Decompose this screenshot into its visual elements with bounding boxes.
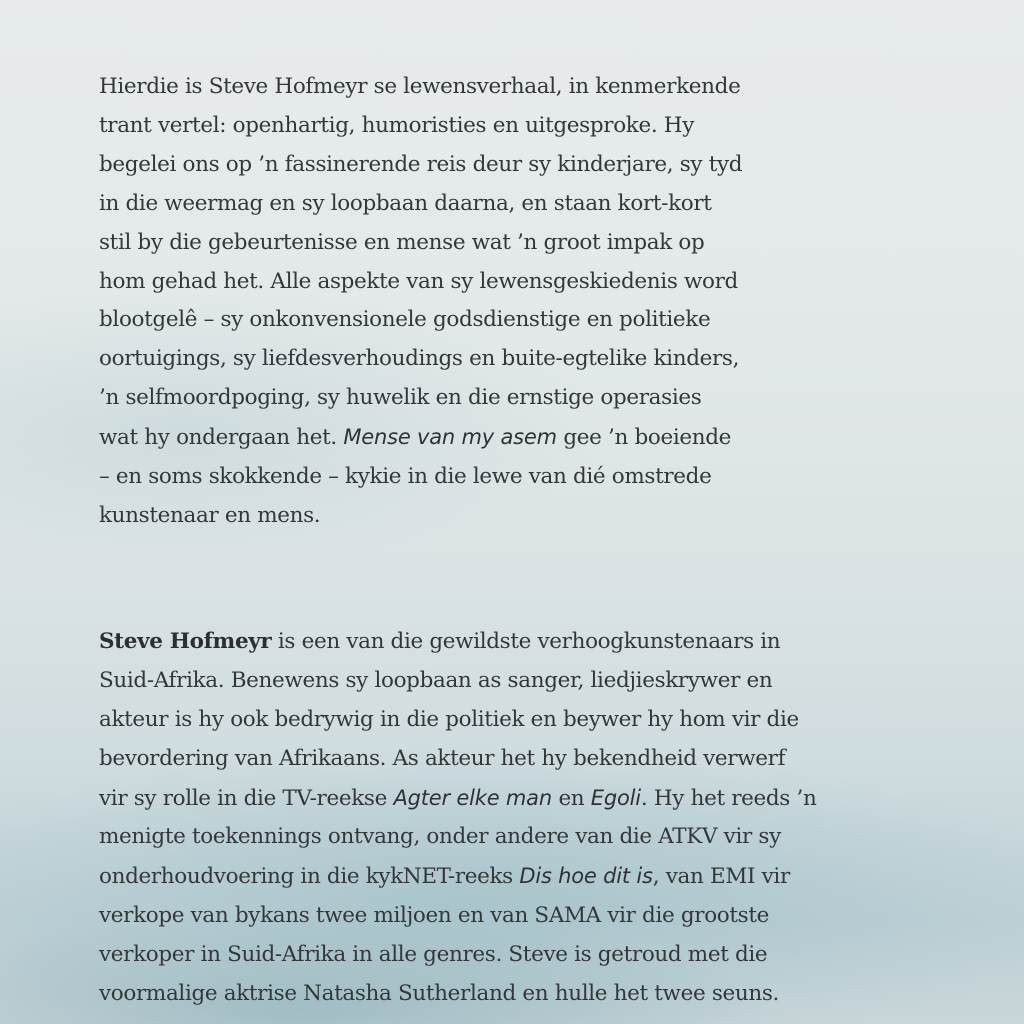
bio-line-text: vir sy rolle in die TV-reekse <box>99 785 387 811</box>
blurb-line: trant vertel: openhartig, humoristies en uitgesproke. Hy <box>99 112 694 138</box>
blurb-line <box>99 418 979 458</box>
bio-line-text: , van EMI vir <box>652 864 790 890</box>
author-bio-paragraph <box>99 623 979 1014</box>
blurb-line: in die weermag en sy loopbaan daarna, en staan kort-kort <box>99 190 712 216</box>
tv-series-title: Agter elke man <box>393 785 552 810</box>
blurb-line: oortuigings, sy liefdesverhoudings en buite-egtelike kinders, <box>99 346 740 372</box>
blurb-line: stil by die gebeurtenisse en mense wat ’n groot impak op <box>99 229 705 255</box>
blurb-line: blootgelê – sy onkonvensionele godsdienstige en politieke <box>99 307 711 333</box>
bio-line <box>99 857 979 897</box>
blurb-line: ’n selfmoordpoging, sy huwelik en die ernstige operasies <box>99 385 702 411</box>
blurb-line-text: gee ’n boeiende <box>563 425 732 451</box>
blurb-line: hom gehad het. Alle aspekte van sy lewensgeskiedenis word <box>99 268 738 294</box>
bio-line: voormalige aktrise Natasha Sutherland en hulle het twee seuns. <box>99 981 780 1007</box>
bio-line: menigte toekennings ontvang, onder andere van die ATKV vir sy <box>99 824 781 850</box>
blurb-line: kunstenaar en mens. <box>99 502 321 528</box>
bio-line: Suid-Afrika. Benewens sy loopbaan as sanger, liedjieskrywer en <box>99 667 773 693</box>
blurb-paragraph <box>99 68 979 536</box>
bio-line: verkope van bykans twee miljoen en van SAMA vir die grootste <box>99 903 770 929</box>
tv-series-title: Dis hoe dit is <box>519 864 653 889</box>
book-title: Mense van my asem <box>343 425 557 450</box>
tv-series-title: Egoli <box>590 785 641 810</box>
blurb-line: – en soms skokkende – kykie in die lewe van dié omstrede <box>99 464 712 490</box>
bio-line-text: is een van die gewildste verhoogkunstenaars in <box>277 628 781 654</box>
cover-text <box>99 68 979 1014</box>
bio-line-text: onderhoudvoering in die kykNET-reeks <box>99 864 513 890</box>
bio-line: bevordering van Afrikaans. As akteur het hy bekendheid verwerf <box>99 745 786 771</box>
bio-line-text: . Hy het reeds ’n <box>640 785 817 811</box>
bio-line-text: en <box>558 785 585 811</box>
bio-line <box>99 623 979 662</box>
author-name: Steve Hofmeyr <box>99 628 272 654</box>
blurb-line: Hierdie is Steve Hofmeyr se lewensverhaal, in kenmerkende <box>99 74 741 99</box>
bio-line <box>99 779 979 819</box>
bio-line: verkoper in Suid-Afrika in alle genres. Steve is getroud met die <box>99 942 768 968</box>
bio-line: akteur is hy ook bedrywig in die politiek en beywer hy hom vir die <box>99 706 799 732</box>
blurb-line-text: wat hy ondergaan het. <box>99 425 337 451</box>
blurb-line: begelei ons op ’n fassinerende reis deur sy kinderjare, sy tyd <box>99 151 743 177</box>
